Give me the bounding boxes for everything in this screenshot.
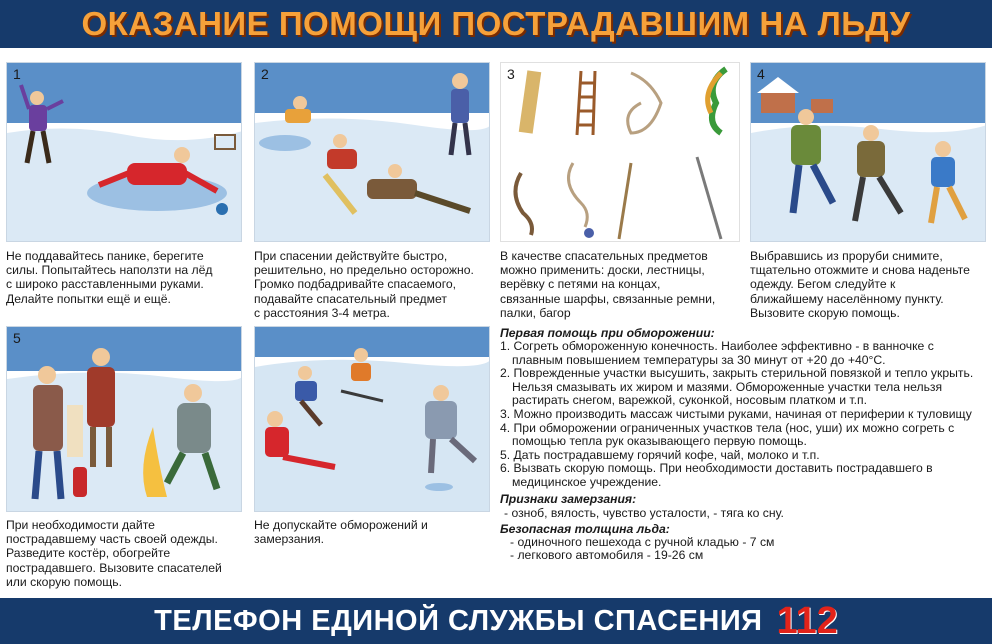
panel-6-illustration bbox=[254, 326, 490, 512]
panel-5-caption: При необходимости дайте пострадавшему часть своей одежды. Разведите костёр, обогрейте пострадавшего. Вызовите спасателей или скорую помощь. bbox=[6, 518, 222, 589]
first-aid-item: 6. Вызвать скорую помощь. При необходимости доставить пострадавшего в медицинское учреждение. bbox=[500, 461, 933, 489]
ice-thickness-heading: Безопасная толщина льда: bbox=[500, 521, 670, 536]
campfire-warming-illustration bbox=[7, 327, 242, 512]
panel-1-illustration bbox=[6, 62, 242, 242]
panel-2-caption: При спасении действуйте быстро, решительно, но предельно осторожно. Громко подбадривайте спасаемого, подавайте спасательный предмет с расстояния 3-4 метра. bbox=[254, 249, 474, 320]
first-aid-item: 1. Согреть обмороженную конечность. Наиболее эффективно - в ванночке с плавным повышением температуры за 30 минут от +20 до +40°С. bbox=[500, 339, 934, 367]
panel-number: 4 bbox=[757, 66, 765, 82]
first-aid-heading: Первая помощь при обморожении: bbox=[500, 326, 715, 340]
panel-3-illustration bbox=[500, 62, 740, 242]
panel-3-caption: В качестве спасательных предметов можно применить: доски, лестницы, верёвку с петями на концах, связанные шарфы, связанные ремни, палки, багор bbox=[500, 249, 716, 320]
panel-number: 2 bbox=[261, 66, 269, 82]
first-aid-item: 4. При обморожении ограниченных участков тела (нос, уши) их можно согреть с помощью тепла рук оказывающего первую помощь. bbox=[500, 420, 955, 449]
first-aid-item: 3. Можно производить массаж чистыми руками, начиная от периферии к туловищу bbox=[500, 406, 972, 421]
panel-number: 3 bbox=[507, 66, 515, 82]
rescue-items-illustration bbox=[501, 63, 740, 242]
running-to-village-illustration bbox=[751, 63, 986, 242]
panel-5-illustration bbox=[6, 326, 242, 512]
panel-number: 1 bbox=[13, 66, 21, 82]
panel-6-caption: Не допускайте обморожений и замерзания. bbox=[254, 518, 428, 547]
panel-2-illustration bbox=[254, 62, 490, 242]
poster-title: ОКАЗАНИЕ ПОМОЩИ ПОСТРАДАВШИМ НА ЛЬДУ bbox=[81, 5, 911, 42]
rescue-chain-illustration bbox=[255, 63, 490, 242]
panel-4-illustration bbox=[750, 62, 986, 242]
winter-activities-illustration bbox=[255, 327, 490, 512]
emergency-service-label: ТЕЛЕФОН ЕДИНОЙ СЛУЖБЫ СПАСЕНИЯ bbox=[154, 604, 763, 637]
freezing-signs-text: - озноб, вялость, чувство усталости, - тяга ко сну. bbox=[504, 505, 784, 520]
first-aid-item: 5. Дать пострадавшему горячий кофе, чай, молоко и т.п. bbox=[500, 447, 820, 462]
emergency-phone-number[interactable]: 112 bbox=[776, 599, 838, 642]
drowning-person-illustration bbox=[7, 63, 242, 242]
ice-thickness-item: - легкового автомобиля - 19-26 см bbox=[510, 548, 704, 563]
panel-number: 5 bbox=[13, 330, 21, 346]
panel-1-caption: Не поддавайтесь панике, берегите силы. Попытайтесь наползти на лёд с широко расставленными руками. Делайте попытки ещё и ещё. bbox=[6, 249, 213, 306]
ice-thickness-item: - одиночного пешехода с ручной кладью - 7 см bbox=[510, 534, 775, 549]
emergency-footer bbox=[0, 598, 992, 644]
first-aid-list bbox=[500, 340, 988, 490]
freezing-signs-heading: Признаки замерзания: bbox=[500, 491, 637, 506]
first-aid-section bbox=[500, 326, 988, 563]
poster-header bbox=[0, 0, 992, 48]
panel-4-caption: Выбравшись из проруби снимите, тщательно отожмите и снова наденьте одежду. Бегом следуйте к ближайшему населённому пункту. Вызовите скорую помощь. bbox=[750, 249, 970, 320]
first-aid-item: 2. Поврежденные участки высушить, закрыть стерильной повязкой и тепло укрыть. Нельзя смазывать их жиром и мазями. Обмороженные участки тела нельзя растирать снегом, варежкой, суконкой, носовым платком и т.п. bbox=[500, 366, 974, 408]
